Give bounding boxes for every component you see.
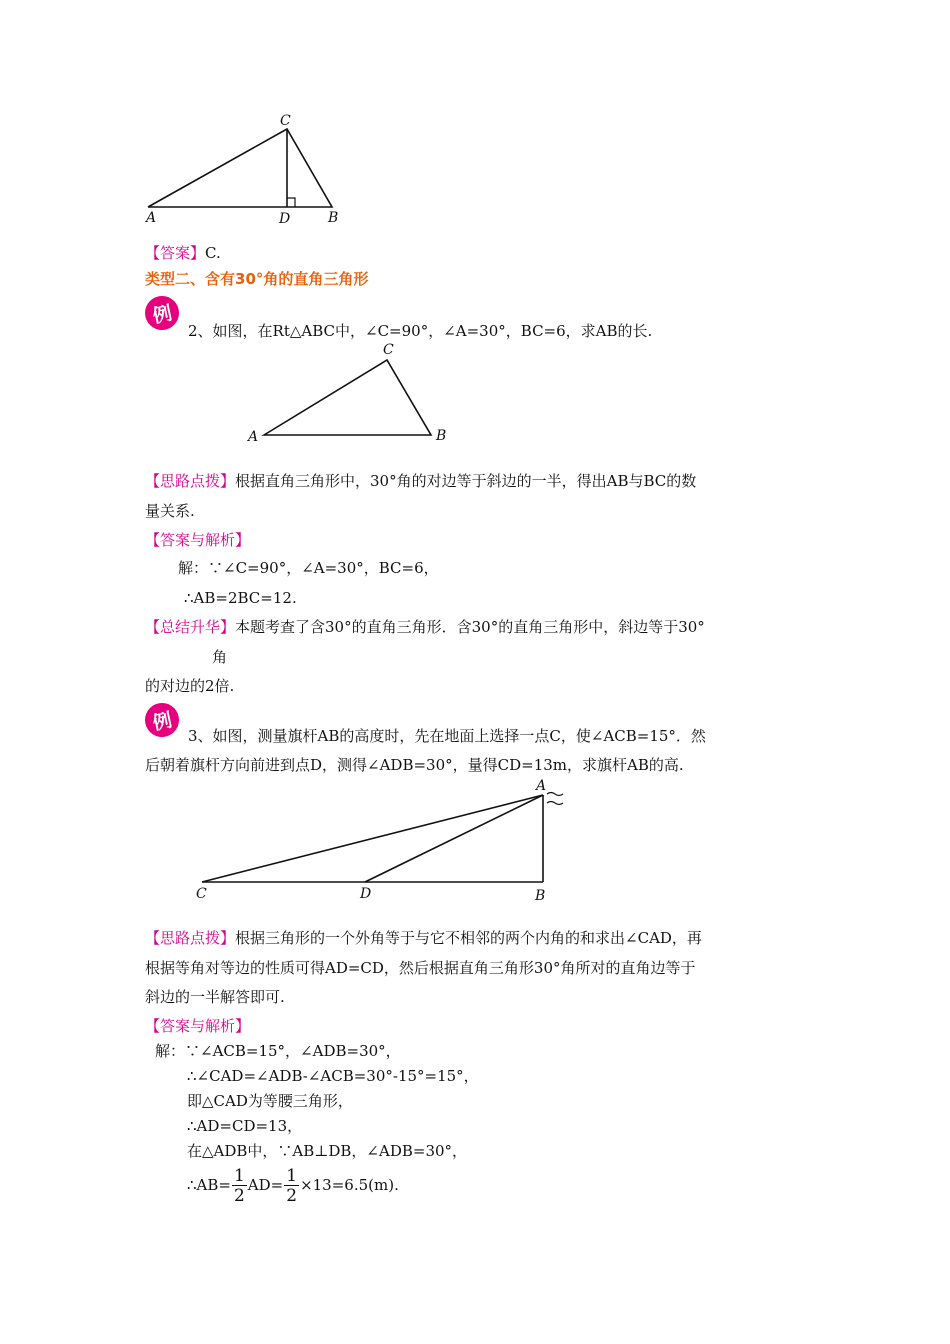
example2-solution-line2: ∴AB=2BC=12. [184,589,297,607]
example3-solution-tag: 【答案与解析】 [145,1017,251,1035]
answer-tag: 【答案】 [145,244,206,262]
summary-text: 本题考查了含30°的直角三角形．含30°的直角三角形中，斜边等于30° [235,618,705,636]
example3-solution-line5: 在△ADB中，∵AB⊥DB，∠ADB=30°， [187,1142,468,1160]
fraction-denominator: 2 [286,1185,298,1206]
example-badge-2: 例 [142,293,182,333]
line-da [365,795,543,882]
example3-question-line1: 3、如图，测量旗杆AB的高度时，先在地面上选择一点C，使∠ACB=15°．然 [188,727,706,745]
label-c: C [196,886,207,902]
figure-flagpole [190,774,580,906]
answer-1 [145,243,221,263]
answer-text: C. [205,244,221,262]
example2-summary-line1 [145,617,705,637]
break-mark [547,793,563,805]
fraction-half [284,1167,299,1206]
label-d: D [279,211,291,227]
hint-tag: 【思路点拨】 [145,472,236,490]
example3-hint-line2: 根据等角对等边的性质可得AD=CD，然后根据直角三角形30°角所对的直角边等于 [145,959,696,977]
triangle-outline [148,129,332,207]
hint-text: 根据直角三角形中，30°角的对边等于斜边的一半，得出AB与BC的数 [235,472,697,490]
example2-solution-tag: 【答案与解析】 [145,531,251,549]
section-title: 类型二、含有30°角的直角三角形 [145,270,369,288]
example3-hint-line1 [145,928,702,948]
final-mid: AD= [247,1176,284,1194]
label-a: A [146,210,157,226]
fraction-half [232,1167,247,1206]
example2-solution-line1: 解：∵∠C=90°，∠A=30°，BC=6， [178,559,439,577]
label-b: B [535,888,546,904]
example3-solution-line1: 解：∵∠ACB=15°，∠ADB=30°， [155,1042,401,1060]
label-d: D [360,886,372,902]
figure-triangle-abc-altitude [140,108,350,230]
fraction-denominator: 2 [233,1185,245,1206]
example2-question: 2、如图，在Rt△ABC中，∠C=90°，∠A=30°，BC=6，求AB的长. [188,322,653,340]
example2-hint-line2: 量关系. [145,502,195,520]
fraction-numerator: 1 [233,1165,245,1186]
final-prefix: ∴AB= [187,1176,231,1194]
summary-tag: 【总结升华】 [145,618,236,636]
example3-solution-line3: 即△CAD为等腰三角形， [187,1092,353,1110]
final-suffix: ×13=6.5(m). [300,1176,399,1194]
right-angle-mark [287,198,295,207]
triangle-outline [264,360,431,435]
fraction-numerator: 1 [286,1165,298,1186]
example2-hint-line1 [145,471,696,491]
example2-summary-line3: 的对边的2倍. [145,677,235,695]
example-badge-3: 例 [142,700,182,740]
label-a: A [536,778,547,794]
line-ca [202,795,543,882]
example3-hint-line3: 斜边的一半解答即可. [145,988,285,1006]
label-c: C [280,113,291,129]
label-b: B [328,210,339,226]
hint-text: 根据三角形的一个外角等于与它不相邻的两个内角的和求出∠CAD，再 [235,929,702,947]
example2-summary-line2: 角 [212,648,228,666]
example3-question-line2: 后朝着旗杆方向前进到点D，测得∠ADB=30°，量得CD=13m，求旗杆AB的高. [145,756,684,774]
label-c: C [383,342,394,358]
label-b: B [436,428,447,444]
example3-solution-line4: ∴AD=CD=13， [187,1117,303,1135]
figure-triangle-abc [240,338,460,448]
label-a: A [248,429,259,445]
hint-tag: 【思路点拨】 [145,929,236,947]
example3-final-line [187,1164,399,1206]
example3-solution-line2: ∴∠CAD=∠ADB-∠ACB=30°-15°=15°， [187,1067,479,1085]
